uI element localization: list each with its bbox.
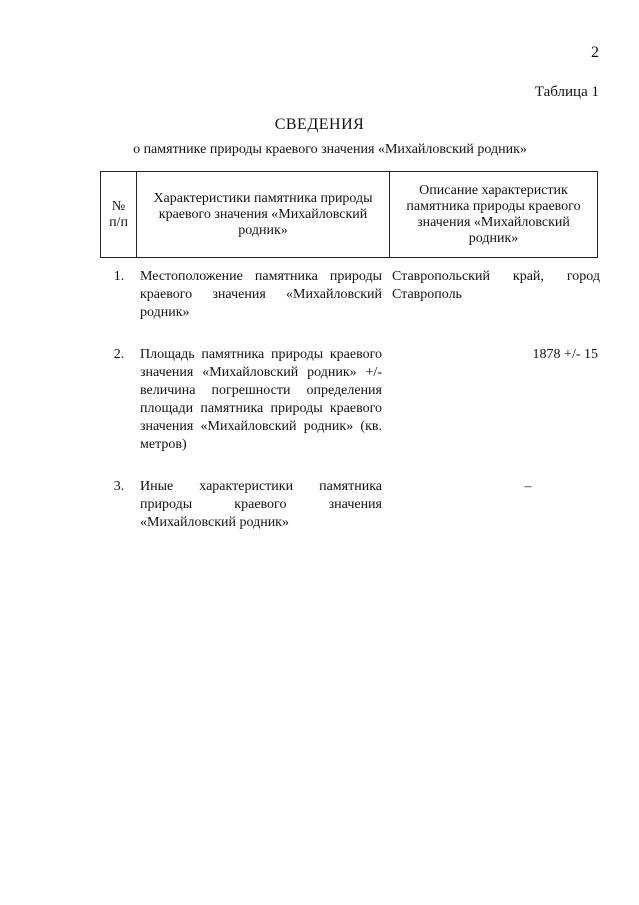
row-description: Ставропольский край, город Ставрополь bbox=[392, 269, 600, 302]
row-characteristic: Площадь памятника природы краевого значения «Михайловский родник» +/- величина погрешности определения площади памятника природы краевого значения «Михайловский родник» (кв. метров) bbox=[140, 347, 382, 452]
header-characteristics bbox=[137, 172, 390, 257]
row-number: 2. bbox=[113, 347, 125, 362]
row-characteristic: Иные характеристики памятника природы краевого значения «Михайловский родник» bbox=[140, 479, 382, 530]
table-label: Таблица 1 bbox=[534, 84, 599, 100]
row-description: 1878 +/- 15 bbox=[532, 347, 598, 362]
table-header bbox=[100, 171, 598, 258]
header-number-label: № п/п bbox=[109, 198, 128, 230]
header-number bbox=[101, 172, 137, 257]
table-row bbox=[100, 268, 600, 322]
table-row bbox=[100, 478, 600, 532]
row-number: 3. bbox=[113, 479, 125, 494]
header-description bbox=[390, 172, 597, 257]
document-title: СВЕДЕНИЯ bbox=[274, 116, 365, 133]
table-body bbox=[100, 268, 600, 532]
table-row bbox=[100, 346, 600, 454]
header-description-label: Описание характеристик памятника природы краевого значения «Михайловский родник» bbox=[406, 182, 581, 246]
header-characteristics-label: Характеристики памятника природы краевого значения «Михайловский родник» bbox=[153, 190, 373, 238]
document-subtitle: о памятнике природы краевого значения «Михайловский родник» bbox=[133, 142, 527, 157]
row-number: 1. bbox=[113, 269, 125, 284]
row-characteristic: Местоположение памятника природы краевого значения «Михайловский родник» bbox=[140, 269, 382, 320]
page-number: 2 bbox=[591, 44, 599, 61]
row-description: – bbox=[524, 479, 532, 494]
